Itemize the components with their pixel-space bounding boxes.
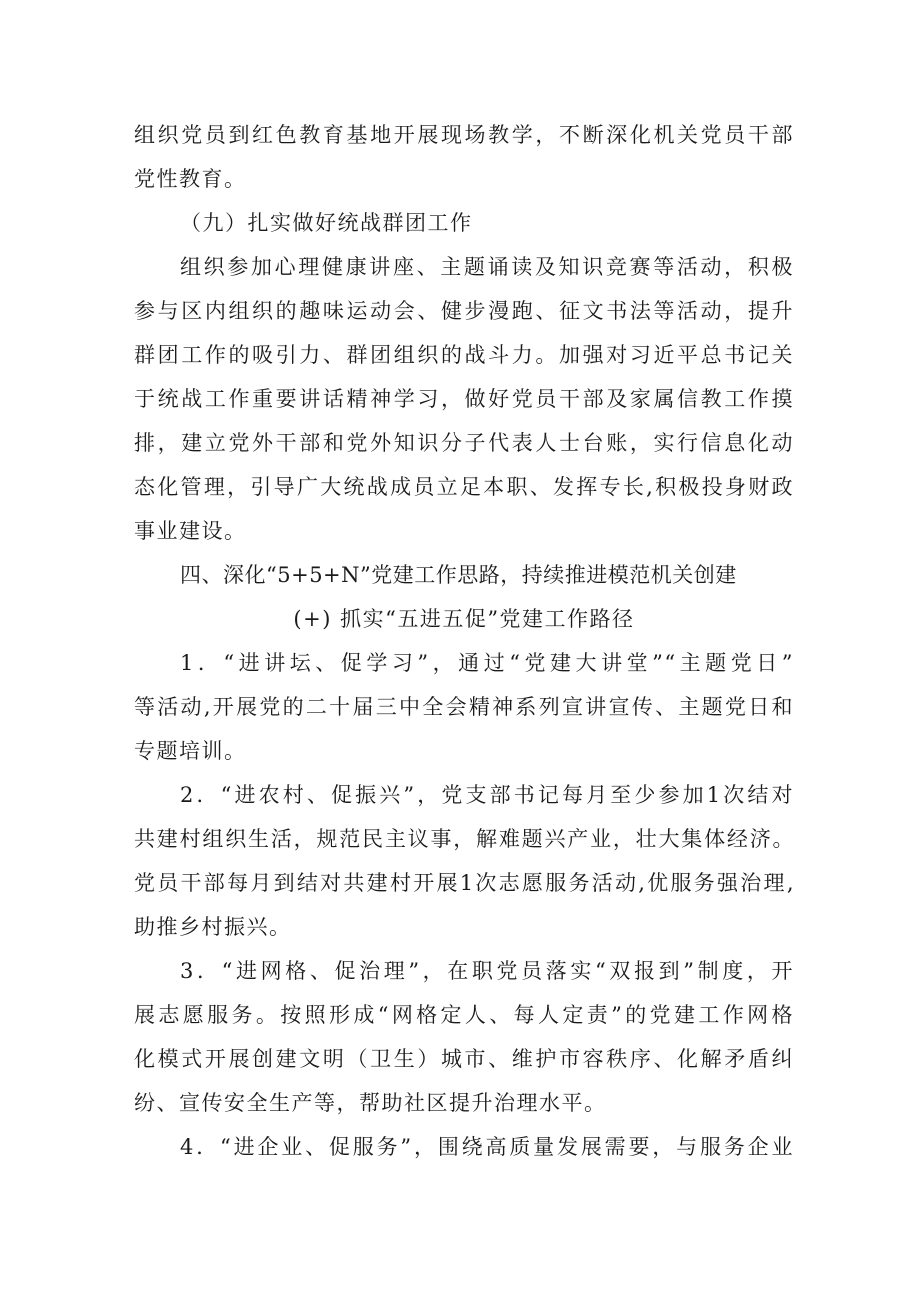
list-item-line: 2．“进农村、促振兴”，党支部书记每月至少参加1次结对	[180, 783, 794, 807]
section-heading: (+) 抓实“五进五促”党建工作路径	[293, 607, 635, 631]
list-item-line: 1．“进讲坛、促学习”，通过“党建大讲堂”“主题党日”	[180, 651, 794, 675]
list-item-line: 助推乡村振兴。	[134, 915, 292, 939]
paragraph-line: 群团工作的吸引力、群团组织的战斗力。加强对习近平总书记关	[134, 343, 794, 367]
list-item-line: 专题培训。	[134, 739, 247, 763]
list-item-line: 4．“进企业、促服务”，围绕高质量发展需要，与服务企业	[180, 1135, 794, 1159]
paragraph-line: 参与区内组织的趣味运动会、健步漫跑、征文书法等活动，提升	[134, 299, 794, 323]
paragraph-line: 组织党员到红色教育基地开展现场教学，不断深化机关党员干部	[134, 123, 794, 147]
paragraph-line: 事业建设。	[134, 519, 247, 543]
list-item-line: 共建村组织生活，规范民主议事，解难题兴产业，壮大集体经济。	[134, 827, 794, 851]
list-item-line: 3．“进网格、促治理”，在职党员落实“双报到”制度，开	[180, 959, 794, 983]
paragraph-line: 排，建立党外干部和党外知识分子代表人士台账，实行信息化动	[134, 431, 794, 455]
list-item-line: 化模式开展创建文明（卫生）城市、维护市容秩序、化解矛盾纠	[134, 1047, 794, 1071]
list-item-line: 党员干部每月到结对共建村开展1次志愿服务活动,优服务强治理,	[134, 871, 794, 895]
paragraph-line: 态化管理，引导广大统战成员立足本职、发挥专长,积极投身财政	[134, 475, 794, 499]
list-item-line: 展志愿服务。按照形成“网格定人、每人定责”的党建工作网格	[134, 1003, 794, 1027]
list-item-line: 纷、宣传安全生产等，帮助社区提升治理水平。	[134, 1091, 607, 1115]
chapter-heading: 四、深化“5+5+N”党建工作思路，持续推进模范机关创建	[180, 563, 737, 587]
paragraph-line: 组织参加心理健康讲座、主题诵读及知识竞赛等活动，积极	[180, 255, 794, 279]
paragraph-line: 党性教育。	[134, 167, 247, 191]
paragraph-line: 于统战工作重要讲话精神学习，做好党员干部及家属信教工作摸	[134, 387, 794, 411]
document-page	[134, 113, 794, 1169]
section-heading: （九）扎实做好统战群团工作	[180, 211, 473, 235]
list-item-line: 等活动,开展党的二十届三中全会精神系列宣讲宣传、主题党日和	[134, 695, 794, 719]
